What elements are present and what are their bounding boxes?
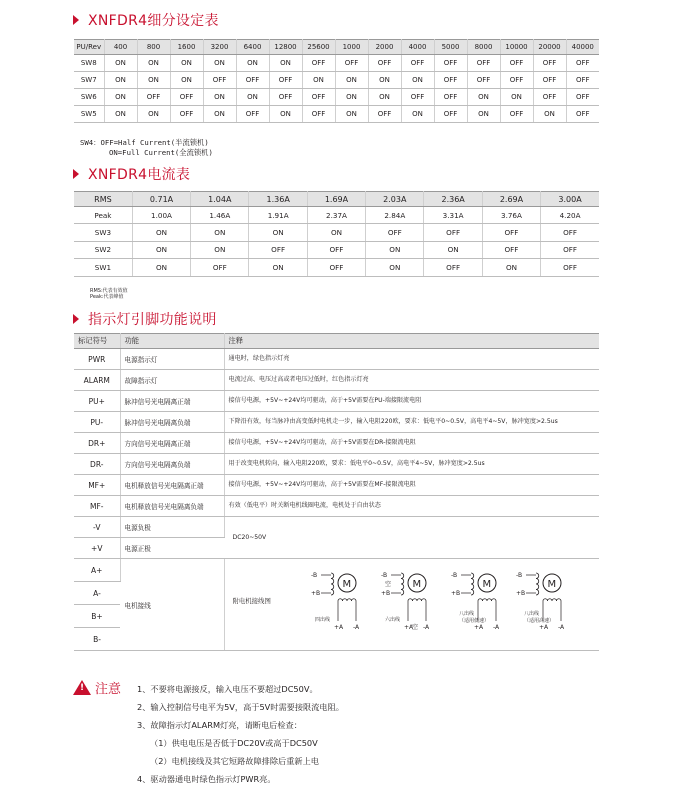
table-row [74, 89, 599, 106]
table-cell: OFF [467, 72, 500, 89]
header-cell: 2.36A [424, 192, 482, 207]
table-cell: ON [307, 224, 365, 242]
table-cell: ON [249, 224, 307, 242]
header-note: 注释 [224, 334, 599, 349]
table-cell: OFF [566, 72, 599, 89]
pin-note: 电流过高、电压过高或者电压过低时，红色指示灯亮 [224, 370, 599, 391]
table-row [74, 224, 599, 242]
table-cell: ON [137, 72, 170, 89]
pin-function: 电机释放信号光电隔离负端 [120, 496, 224, 517]
table-cell: OFF [269, 72, 302, 89]
table-cell: ON [104, 89, 137, 106]
pin-function: 方向信号光电隔离负端 [120, 454, 224, 475]
terminal-minus-a-label: -A [422, 623, 429, 631]
triangle-bullet-icon [73, 169, 79, 179]
table-cell: 2.84A [366, 207, 424, 224]
pin-symbol: DR- [74, 454, 120, 475]
power-note: DC20~50V [224, 517, 599, 559]
coil-a-icon [338, 598, 356, 600]
table-cell: ON [104, 55, 137, 72]
table-cell: ON [335, 72, 368, 89]
terminal-plus-b-label: +B [380, 589, 390, 597]
attention-heading: ! 注意 [73, 678, 121, 697]
table-row [74, 349, 599, 370]
pin-function: 电源指示灯 [120, 349, 224, 370]
table-cell: OFF [307, 241, 365, 259]
table-cell: ON [335, 106, 368, 123]
table-row [74, 454, 599, 475]
table-cell: ON [335, 89, 368, 106]
terminal-minus-a-label: -A [352, 623, 359, 631]
motor-wiring-cell [224, 559, 599, 651]
table-cell: 1.91A [249, 207, 307, 224]
terminal-minus-b-label: -B [380, 571, 387, 579]
wiring-caption: 八出线 [458, 610, 474, 617]
table-cell: OFF [335, 55, 368, 72]
motor-label: M [342, 578, 351, 590]
table-cell: ON [401, 106, 434, 123]
table-cell: ON [104, 72, 137, 89]
header-cell: 1600 [170, 40, 203, 55]
table-row [74, 207, 599, 224]
terminal-minus-b-label: -B [310, 571, 317, 579]
pin-note: 下降沿有效，每当脉冲由高变低时电机走一步，输入电阻220欧，要求：低电平0~0.5V，高电平4~5V，脉冲宽度>2.5us [224, 412, 599, 433]
table-cell: ON [467, 106, 500, 123]
row-label: SW8 [74, 55, 104, 72]
header-cell: 400 [104, 40, 137, 55]
wiring-caption: （适用低速） [458, 617, 489, 624]
header-cell: 5000 [434, 40, 467, 55]
unused-tap-label: 空 [384, 580, 391, 588]
table-cell: OFF [249, 241, 307, 259]
header-cell: 1000 [335, 40, 368, 55]
warning-icon [73, 680, 91, 695]
terminal-plus-b-label: +B [515, 589, 525, 597]
pin-function: 方向信号光电隔离正端 [120, 433, 224, 454]
table-cell: OFF [434, 55, 467, 72]
table-cell: 1.00A [132, 207, 190, 224]
table-cell: ON [132, 241, 190, 259]
header-cell: 3.00A [541, 192, 599, 207]
pin-symbol: B+ [74, 605, 120, 628]
note-item: 2、输入控制信号电平为5V，高于5V时需要接限流电阻。 [137, 702, 344, 712]
table-cell: ON [203, 89, 236, 106]
table-cell: OFF [467, 55, 500, 72]
note-item: （1）供电电压是否低于DC20V或高于DC50V [150, 738, 318, 748]
header-cell: 12800 [269, 40, 302, 55]
terminal-plus-a-label: +A [403, 623, 413, 631]
microstep-table [74, 39, 599, 123]
table-cell: ON [467, 89, 500, 106]
table-cell: ON [104, 106, 137, 123]
coil-a-icon [478, 598, 496, 600]
terminal-minus-b-label: -B [450, 571, 457, 579]
table-row [74, 259, 599, 277]
motor-wiring [229, 561, 600, 649]
table-row [74, 241, 599, 259]
attention-list [137, 680, 344, 788]
table-cell: OFF [541, 241, 599, 259]
table-cell: OFF [302, 89, 335, 106]
pin-symbol: MF- [74, 496, 120, 517]
pin-symbol: -V [74, 517, 120, 538]
pin-symbol: A- [74, 582, 120, 605]
pin-symbol: PU- [74, 412, 120, 433]
table-cell: OFF [137, 89, 170, 106]
section-title-microstep: XNFDR4细分设定表 [73, 10, 219, 30]
pin-symbol: PWR [74, 349, 120, 370]
header-cell: 40000 [566, 40, 599, 55]
table-cell: OFF [269, 89, 302, 106]
coil-a-icon [408, 598, 426, 600]
pin-function: 电机释放信号光电隔离正端 [120, 475, 224, 496]
header-cell: 2.69A [482, 192, 540, 207]
motor-label: M [412, 578, 421, 590]
motor-label: M [547, 578, 556, 590]
note-item: 4、驱动器通电时绿色指示灯PWR亮。 [137, 774, 276, 784]
table-row [74, 559, 599, 582]
pin-symbol: PU+ [74, 391, 120, 412]
table-cell: OFF [566, 89, 599, 106]
pin-symbol: A+ [74, 559, 120, 582]
wiring-label: 附电机接线图 [232, 596, 271, 605]
header-cell: 20000 [533, 40, 566, 55]
table-cell: 4.20A [541, 207, 599, 224]
table-cell: OFF [541, 224, 599, 242]
table-cell: ON [368, 72, 401, 89]
table-cell: OFF [434, 72, 467, 89]
table-cell: OFF [434, 89, 467, 106]
table-row [74, 433, 599, 454]
table-cell: ON [236, 89, 269, 106]
row-label: SW2 [74, 241, 132, 259]
note-item: 3、故障指示灯ALARM灯亮，请断电后检查： [137, 720, 302, 730]
sw4-note: SW4：OFF=Half Current(半流锁机) ON=Full Current(全流锁机) [80, 138, 213, 157]
table-cell: OFF [366, 224, 424, 242]
table-cell: OFF [203, 72, 236, 89]
table-cell: ON [366, 259, 424, 277]
header-cell: 2000 [368, 40, 401, 55]
table-cell: 1.46A [191, 207, 249, 224]
pin-symbol: ALARM [74, 370, 120, 391]
table-cell: ON [236, 55, 269, 72]
wiring-caption: （适用高速） [523, 617, 554, 624]
header-cell: 1.04A [191, 192, 249, 207]
table-row [74, 106, 599, 123]
terminal-plus-b-label: +B [450, 589, 460, 597]
table-cell: ON [401, 72, 434, 89]
pin-function: 电源负极 [120, 517, 224, 538]
table-cell: ON [170, 72, 203, 89]
table-cell: OFF [424, 224, 482, 242]
table-cell: ON [203, 55, 236, 72]
table-cell: ON [269, 106, 302, 123]
table-cell: OFF [191, 259, 249, 277]
pin-function: 故障指示灯 [120, 370, 224, 391]
table-cell: ON [366, 241, 424, 259]
row-label: Peak [74, 207, 132, 224]
table-cell: ON [424, 241, 482, 259]
header-cell: 6400 [236, 40, 269, 55]
terminal-minus-b-label: -B [515, 571, 522, 579]
table-cell: ON [533, 106, 566, 123]
coil-b-icon [471, 573, 474, 595]
table-cell: OFF [482, 224, 540, 242]
row-label: SW5 [74, 106, 104, 123]
table-cell: ON [249, 259, 307, 277]
pin-function: 电源正极 [120, 538, 224, 559]
table-cell: ON [191, 224, 249, 242]
table-cell: ON [191, 241, 249, 259]
coil-b-icon [331, 573, 334, 595]
header-cell: 25600 [302, 40, 335, 55]
header-cell: RMS [74, 192, 132, 207]
table-row [74, 370, 599, 391]
pin-symbol: DR+ [74, 433, 120, 454]
table-cell: OFF [482, 241, 540, 259]
row-label: SW3 [74, 224, 132, 242]
table-cell: ON [302, 72, 335, 89]
table-header-row [74, 192, 599, 207]
triangle-bullet-icon [73, 314, 79, 324]
table-cell: OFF [307, 259, 365, 277]
coil-b-icon [536, 573, 539, 595]
pin-symbol: B- [74, 628, 120, 651]
terminal-minus-a-label: -A [492, 623, 499, 631]
triangle-bullet-icon [73, 15, 79, 25]
table-cell: OFF [401, 89, 434, 106]
header-cell: 4000 [401, 40, 434, 55]
current-table [74, 191, 599, 277]
table-cell: OFF [302, 106, 335, 123]
pin-symbol: MF+ [74, 475, 120, 496]
table-cell: 2.37A [307, 207, 365, 224]
table-cell: OFF [424, 259, 482, 277]
table-cell: ON [132, 224, 190, 242]
table-row [74, 391, 599, 412]
table-cell: OFF [533, 72, 566, 89]
terminal-plus-b-label: +B [310, 589, 320, 597]
rms-peak-legend: RMS:代表有效值 Peak:代表峰值 [90, 288, 128, 300]
table-cell: ON [482, 259, 540, 277]
pin-note: 用于改变电机转向，输入电阻220欧，要求：低电平0~0.5V，高电平4~5V，脉冲宽度>2.5us [224, 454, 599, 475]
table-cell: OFF [533, 89, 566, 106]
table-header-row [74, 40, 599, 55]
row-label: SW7 [74, 72, 104, 89]
row-label: SW1 [74, 259, 132, 277]
pin-note: 通电时，绿色指示灯亮 [224, 349, 599, 370]
header-cell: 10000 [500, 40, 533, 55]
table-cell: OFF [236, 72, 269, 89]
pin-note: 接信号电源，+5V~+24V均可驱动，高于+5V需要在MF-接限流电阻 [224, 475, 599, 496]
pin-note: 接信号电源，+5V~+24V均可驱动，高于+5V需要在DR-接限流电阻 [224, 433, 599, 454]
wiring-caption: 八出线 [523, 610, 539, 617]
pin-function: 脉冲信号光电隔离正端 [120, 391, 224, 412]
row-label: SW6 [74, 89, 104, 106]
table-cell: ON [500, 89, 533, 106]
motor-label: M [482, 578, 491, 590]
coil-b-icon [401, 573, 404, 595]
table-cell: OFF [500, 106, 533, 123]
header-cell: 800 [137, 40, 170, 55]
table-cell: OFF [533, 55, 566, 72]
table-cell: OFF [500, 72, 533, 89]
table-cell: 3.31A [424, 207, 482, 224]
table-row [74, 475, 599, 496]
header-cell: 8000 [467, 40, 500, 55]
table-cell: OFF [401, 55, 434, 72]
table-row [74, 496, 599, 517]
table-cell: OFF [170, 89, 203, 106]
table-row [74, 72, 599, 89]
table-cell: OFF [236, 106, 269, 123]
terminal-plus-a-label: +A [333, 623, 343, 631]
pin-note: 接信号电源，+5V~+24V均可驱动，高于+5V需要在PU-端接限流电阻 [224, 391, 599, 412]
terminal-minus-a-label: -A [557, 623, 564, 631]
pin-symbol: +V [74, 538, 120, 559]
table-row [74, 412, 599, 433]
note-item: （2）电机接线及其它短路故障排除后重新上电 [150, 756, 319, 766]
wiring-caption: 六出线 [384, 616, 400, 623]
table-cell: ON [132, 259, 190, 277]
pin-function: 脉冲信号光电隔离负端 [120, 412, 224, 433]
table-cell: ON [368, 89, 401, 106]
header-cell: 2.03A [366, 192, 424, 207]
header-cell: 0.71A [132, 192, 190, 207]
header-symbol: 标记符号 [74, 334, 120, 349]
table-cell: OFF [302, 55, 335, 72]
pin-note: 有效（低电平）时关断电机线圈电流，电机处于自由状态 [224, 496, 599, 517]
table-cell: OFF [566, 106, 599, 123]
table-cell: OFF [368, 55, 401, 72]
header-cell: PU/Rev [74, 40, 104, 55]
table-cell: ON [203, 106, 236, 123]
table-cell: OFF [541, 259, 599, 277]
coil-a-icon [543, 598, 561, 600]
wiring-caption: 四出线 [314, 616, 330, 623]
unused-tap-label: 空 [411, 623, 418, 631]
section-title-pins: 指示灯引脚功能说明 [73, 309, 217, 329]
header-cell: 1.36A [249, 192, 307, 207]
table-cell: 3.76A [482, 207, 540, 224]
table-cell: OFF [566, 55, 599, 72]
pin-function-table [74, 333, 599, 651]
table-row [74, 55, 599, 72]
terminal-plus-a-label: +A [473, 623, 483, 631]
table-cell: OFF [368, 106, 401, 123]
table-cell: ON [269, 55, 302, 72]
section-title-current: XNFDR4电流表 [73, 164, 190, 184]
header-cell: 3200 [203, 40, 236, 55]
header-cell: 1.69A [307, 192, 365, 207]
motor-wiring-diagram [309, 563, 600, 647]
table-cell: OFF [170, 106, 203, 123]
table-cell: ON [170, 55, 203, 72]
header-function: 功能 [120, 334, 224, 349]
table-cell: OFF [500, 55, 533, 72]
table-cell: ON [137, 55, 170, 72]
terminal-plus-a-label: +A [538, 623, 548, 631]
table-row [74, 517, 599, 538]
table-cell: OFF [434, 106, 467, 123]
note-item: 1、不要将电源接反，输入电压不要超过DC50V。 [137, 684, 318, 694]
pin-function: 电机接线 [120, 559, 224, 651]
table-cell: ON [137, 106, 170, 123]
table-header-row [74, 334, 599, 349]
